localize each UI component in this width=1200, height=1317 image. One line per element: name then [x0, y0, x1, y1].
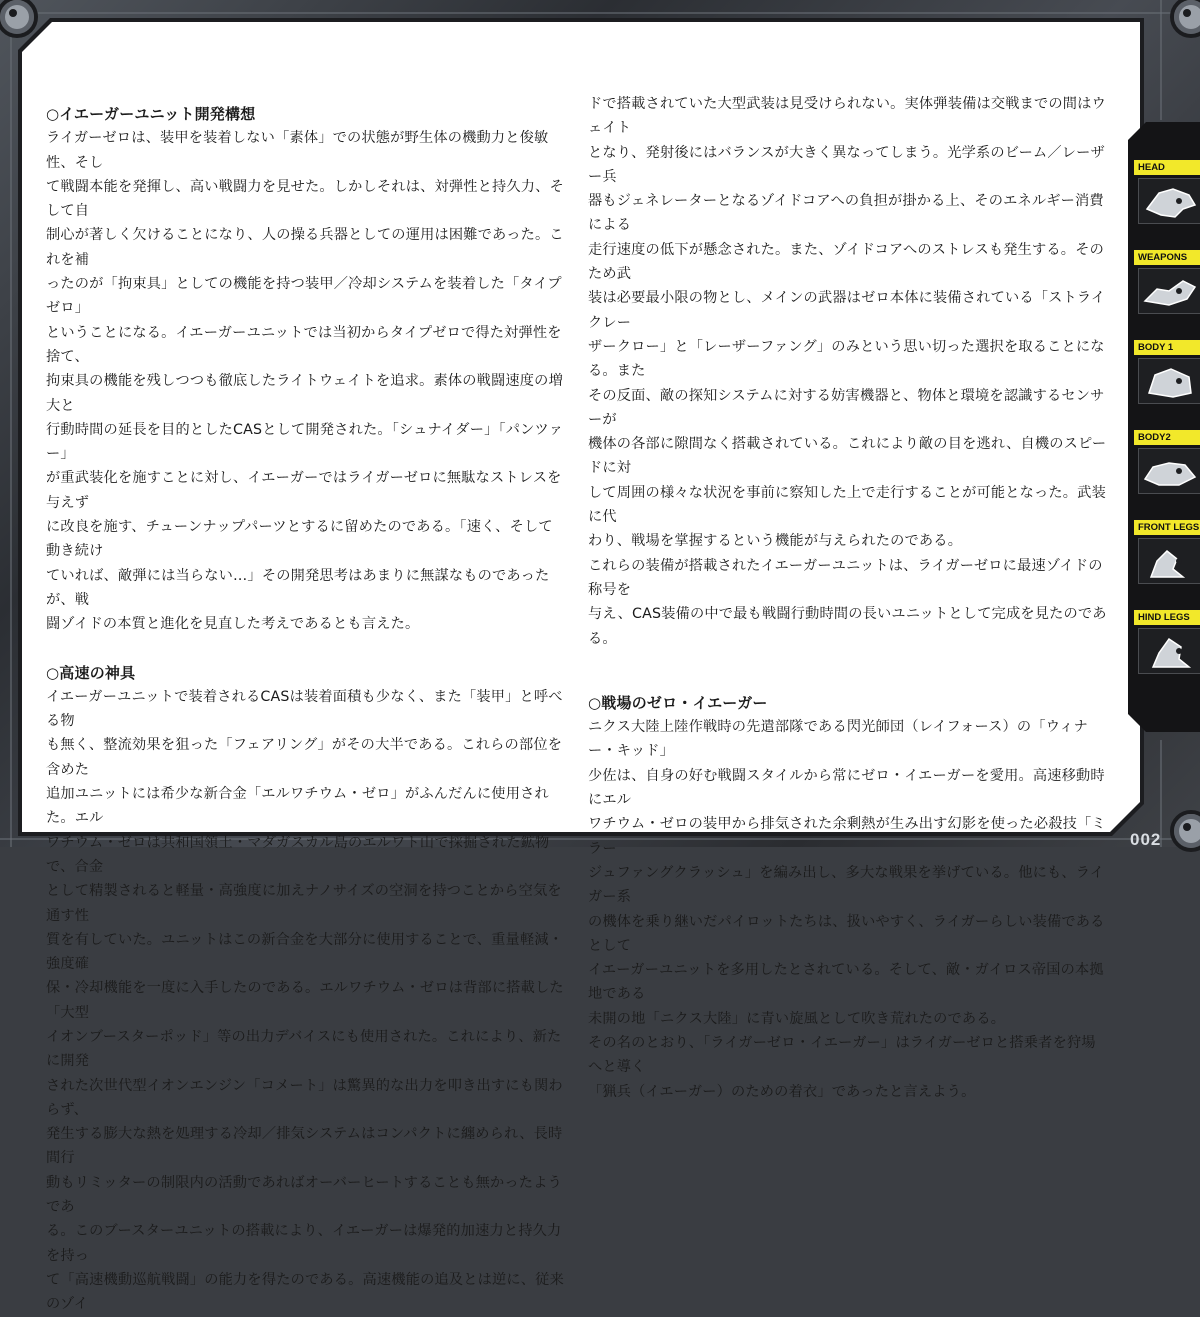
text-line: イオンブースターポッド」等の出力デバイスにも使用された。これにより、新たに開発 — [46, 1028, 562, 1070]
text-line: 拘束具の機能を残しつつも徹底したライトウェイトを追求。素体の戦闘速度の増大と — [46, 373, 563, 414]
text-line: わり、戦場を掌握するという機能が与えられたのである。 — [588, 533, 963, 550]
text-line: ライガーゼロは、装甲を装着しない「素体」での状態が野生体の機動力と俊敏性、そし — [46, 130, 549, 171]
zoid-head-icon — [1138, 178, 1200, 224]
text-line: も無く、整流効果を狙った「フェアリング」がその大半である。これらの部位を含めた — [46, 737, 563, 778]
text-line: る。このブースターユニットの搭載により、イエーガーは爆発的加速力と持久力を持っ — [46, 1223, 562, 1264]
text-line: 器もジェネレーターとなるゾイドコアへの負担が掛かる上、そのエネルギー消費による — [588, 193, 1104, 234]
text-line: 与え、CAS装備の中で最も戦闘行動時間の長いユニットとして完成を見たのである。 — [588, 606, 1107, 647]
text-line: これらの装備が搭載されたイエーガーユニットは、ライガーゼロに最速ゾイドの称号を — [588, 557, 1103, 598]
sidebar-tab-front-legs[interactable] — [1134, 520, 1200, 582]
right-column — [588, 92, 1108, 1104]
sidebar-tab-label: BODY2 — [1134, 430, 1200, 445]
text-line: その名のとおり、「ライガーゼロ・イエーガー」はライガーゼロと搭乗者を狩場へと導く — [588, 1034, 1096, 1076]
text-line: て戦闘本能を発揮し、高い戦闘力を見せた。しかしそれは、対弾性と持久力、そして自 — [46, 178, 564, 220]
text-line: 制心が著しく欠けることになり、人の操る兵器としての運用は困難であった。これを補 — [46, 227, 564, 268]
section-heading: ○イエーガーユニット開発構想 — [46, 105, 256, 123]
text-line: された次世代型イオンエンジン「コメート」は驚異的な出力を叩き出すにも関わらず、 — [46, 1077, 563, 1118]
text-line: ワチウム・ゼロは共和国領土・マダガスカル島のエルワト山で採掘された鉱物で、合金 — [46, 834, 550, 875]
text-line: 未開の地「ニクス大陸」に青い旋風として吹き荒れたのである。 — [588, 1010, 1006, 1027]
left-column — [46, 102, 566, 1317]
text-line: 装は必要最小限の物とし、メインの武器はゼロ本体に装備されている「ストライクレー — [588, 290, 1106, 331]
section-body — [588, 92, 1108, 651]
text-line: その反面、敵の探知システムに対する妨害機器と、物体と環境を認識するセンサーが — [588, 387, 1105, 428]
zoid-hind-legs-icon — [1138, 628, 1200, 674]
text-line: 質を有していた。ユニットはこの新合金を大部分に使用することで、重量軽減・強度確 — [46, 931, 564, 973]
sidebar-tab-label: FRONT LEGS — [1134, 520, 1200, 535]
zoid-weapons-icon — [1138, 268, 1200, 314]
text-line: 少佐は、自身の好む戦闘スタイルから常にゼロ・イエーガーを愛用。高速移動時にエル — [588, 767, 1105, 809]
frame-line-top — [0, 12, 1200, 14]
section-heading: ○高速の神具 — [46, 663, 136, 682]
sidebar-tab-body2[interactable] — [1134, 430, 1200, 492]
text-line: 走行速度の低下が懸念された。また、ゾイドコアへのストレスも発生する。そのため武 — [588, 241, 1104, 283]
text-line: が重武装化を施すことに対し、イエーガーではライガーゼロに無駄なストレスを与えず — [46, 470, 562, 511]
text-line: 闘ゾイドの本質と進化を見直した考えであるとも言えた。 — [46, 616, 420, 633]
text-line: に改良を施す、チューンナップパーツとするに留めたのである。「速く、そして動き続け — [46, 519, 553, 560]
text-line: ワチウム・ゼロの装甲から排気された余剰熱が生み出す幻影を使った必殺技「ミラー — [588, 816, 1106, 857]
frame-line-left — [10, 0, 12, 847]
text-line: て「高速機動巡航戦闘」の能力を得たのである。高速機能の追及とは逆に、従来のゾイ — [46, 1271, 564, 1313]
text-line: 「猟兵（イエーガー）のための着衣」であったと言えよう。 — [588, 1083, 976, 1100]
section-body — [46, 685, 566, 1317]
sidebar-tab-hind-legs[interactable] — [1134, 610, 1200, 672]
section-gap — [588, 651, 1108, 691]
text-line: ジュファングクラッシュ」を編み出し、多大な戦果を挙げている。他にも、ライガー系 — [588, 864, 1105, 906]
text-line: ということになる。イエーガーユニットでは当初からタイプゼロで得た対弾性を捨て、 — [46, 324, 562, 365]
text-line: イエーガーユニットで装着されるCASは装着面積も少なく、また「装甲」と呼べる物 — [46, 688, 563, 730]
text-line: ドで搭載されていた大型武装は見受けられない。実体弾装備は交戦までの間はウェイト — [588, 96, 1106, 137]
page-number: 002 — [1130, 830, 1162, 849]
text-line: イエーガーユニットを多用したとされている。そして、敵・ガイロス帝国の本拠地である — [588, 962, 1104, 1003]
section-body — [588, 715, 1108, 1104]
text-line: ニクス大陸上陸作戦時の先遣部隊である閃光師団（レイフォース）の「ウィナー・キッド」 — [588, 719, 1089, 760]
section-gap — [46, 637, 566, 661]
zoid-body2-icon — [1138, 448, 1200, 494]
text-line: 機体の各部に隙間なく搭載されている。これにより敵の目を逃れ、自機のスピードに対 — [588, 436, 1107, 477]
sidebar-tab-body-1[interactable] — [1134, 340, 1200, 402]
text-line: 発生する膨大な熱を処理する冷却／排気システムはコンパクトに纏められ、長時間行 — [46, 1126, 563, 1167]
text-line: として精製されると軽量・高強度に加えナノサイズの空洞を持つことから空気を通す性 — [46, 883, 562, 924]
sidebar-tab-head[interactable] — [1134, 160, 1200, 222]
frame-line-right-top — [1160, 0, 1162, 120]
text-line: ザークロー」と「レーザーファング」のみという思い切った選択を取ることになる。また — [588, 338, 1105, 380]
section-body — [46, 126, 566, 636]
zoid-front-legs-icon — [1138, 538, 1200, 584]
text-line: 保・冷却機能を一度に入手したのである。エルワチウム・ゼロは背部に搭載した「大型 — [46, 980, 564, 1021]
text-line: の機体を乗り継いだパイロットたちは、扱いやすく、ライガーらしい装備であるとして — [588, 913, 1105, 954]
sidebar-tab-label: WEAPONS — [1134, 250, 1200, 265]
text-line: ていれば、敵弾には当らない…」その開発思考はあまりに無謀なものであったが、戦 — [46, 567, 550, 608]
text-line: ったのが「拘束具」としての機能を持つ装甲／冷却システムを装着した「タイプゼロ」 — [46, 276, 562, 317]
section-heading: ○戦場のゼロ・イエーガー — [588, 693, 768, 712]
text-line: 行動時間の延長を目的としたCASとして開発された。「シュナイダー」「パンツァー」 — [46, 421, 564, 463]
text-line: して周囲の様々な状況を事前に察知した上で走行することが可能となった。武装に代 — [588, 484, 1106, 526]
sidebar-tab-label: HEAD — [1134, 160, 1200, 175]
text-line: となり、発射後にはバランスが大きく異なってしまう。光学系のビーム／レーザー兵 — [588, 144, 1105, 185]
sidebar-tab-label: BODY 1 — [1134, 340, 1200, 355]
text-line: 追加ユニットには希少な新合金「エルワチウム・ゼロ」がふんだんに使用された。エル — [46, 786, 549, 827]
sidebar-tab-label: HIND LEGS — [1134, 610, 1200, 625]
sidebar-tab-weapons[interactable] — [1134, 250, 1200, 312]
zoid-body1-icon — [1138, 358, 1200, 404]
text-line: 動もリミッターの制限内の活動であればオーバーヒートすることも無かったようであ — [46, 1174, 562, 1216]
